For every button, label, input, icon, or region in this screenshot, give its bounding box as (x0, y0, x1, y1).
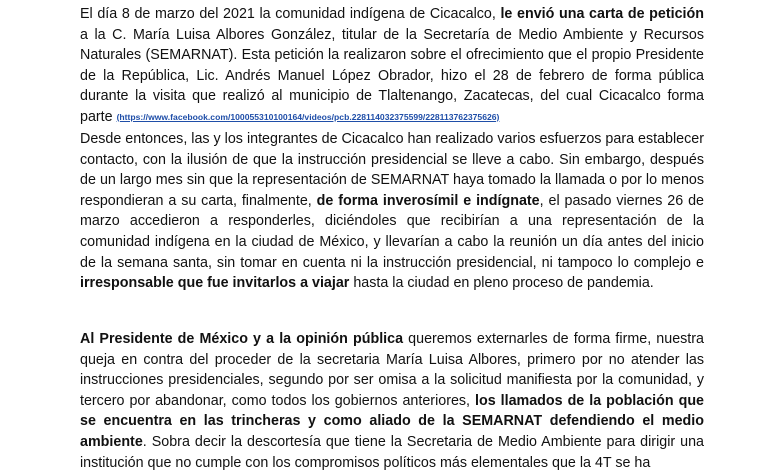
bold-text-segment: los llamados de la población que se encuentra en las trincheras y como aliado de la SEMARNAT defendiendo el medio ambiente (80, 392, 704, 450)
text-segment: , el pasado viernes 26 de marzo accedieron a responderles, diciéndoles que recibirían a una representación de la comunidad indígena en la ciudad de México, y llevarían a cabo la reunión un día antes del inicio de la semana santa, sin tomar en cuenta ni la instrucción presidencial, ni tampoco lo complejo e (80, 192, 704, 271)
facebook-video-link[interactable]: (https://www.facebook.com/100055310100164/videos/pcb.228114032375599/228113762375626) (116, 111, 500, 122)
text-segment: queremos externarles de forma firme, nuestra queja en contra del proceder de la secretaria María Luisa Albores, primero por no atender las instrucciones presidenciales, segundo por ser omisa a la solicitud manifiesta por la comunidad, y tercero por abandonar, como todos los gobiernos anteriores, (80, 331, 704, 409)
text-segment: El día 8 de marzo del 2021 la comunidad indígena de Cicacalco, (80, 6, 501, 22)
bold-text-segment: le envió una carta de petición (500, 6, 704, 22)
text-segment: . Sobra decir la descortesía que tiene la Secretaria de Medio Ambiente para dirigir una institución que no cumple con los compromisos políticos más elementales que la 4T se ha (80, 433, 704, 470)
bold-text-segment: Al Presidente de México y a la opinión pública (80, 331, 404, 347)
paragraph-esfuerzos-contacto (80, 129, 704, 294)
document-page (80, 0, 704, 470)
paragraph-queja-presidente (80, 329, 704, 470)
bold-text-segment: de forma inverosímil e indígnate (316, 192, 540, 209)
bold-text-segment: irresponsable que fue invitarlos a viajar (80, 275, 350, 292)
text-segment: Desde entonces, las y los integrantes de Cicacalco han realizado varios esfuerzos para establecer contacto, con la ilusión de que la instrucción presidencial se lleve a cabo. Sin embargo, después de un largo mes sin que la representación de SEMARNAT haya tomado la llamada o por lo menos respondieran a su carta, finalmente, (80, 131, 704, 209)
text-segment: a la C. María Luisa Albores González, titular de la Secretaría de Medio Ambiente y Recursos Naturales (SEMARNAT). Esta petición la realizaron sobre el ofrecimiento que el propio Presidente de la República, Lic. Andrés Manuel López Obrador, hizo el 28 de febrero de forma pública durante la visita que realizó al municipio de Tlaltenango, Zacatecas, del cual Cicacalco forma parte (80, 26, 704, 125)
paragraph-carta-peticion (80, 4, 704, 128)
text-segment: hasta la ciudad en pleno proceso de pandemia. (349, 275, 654, 292)
